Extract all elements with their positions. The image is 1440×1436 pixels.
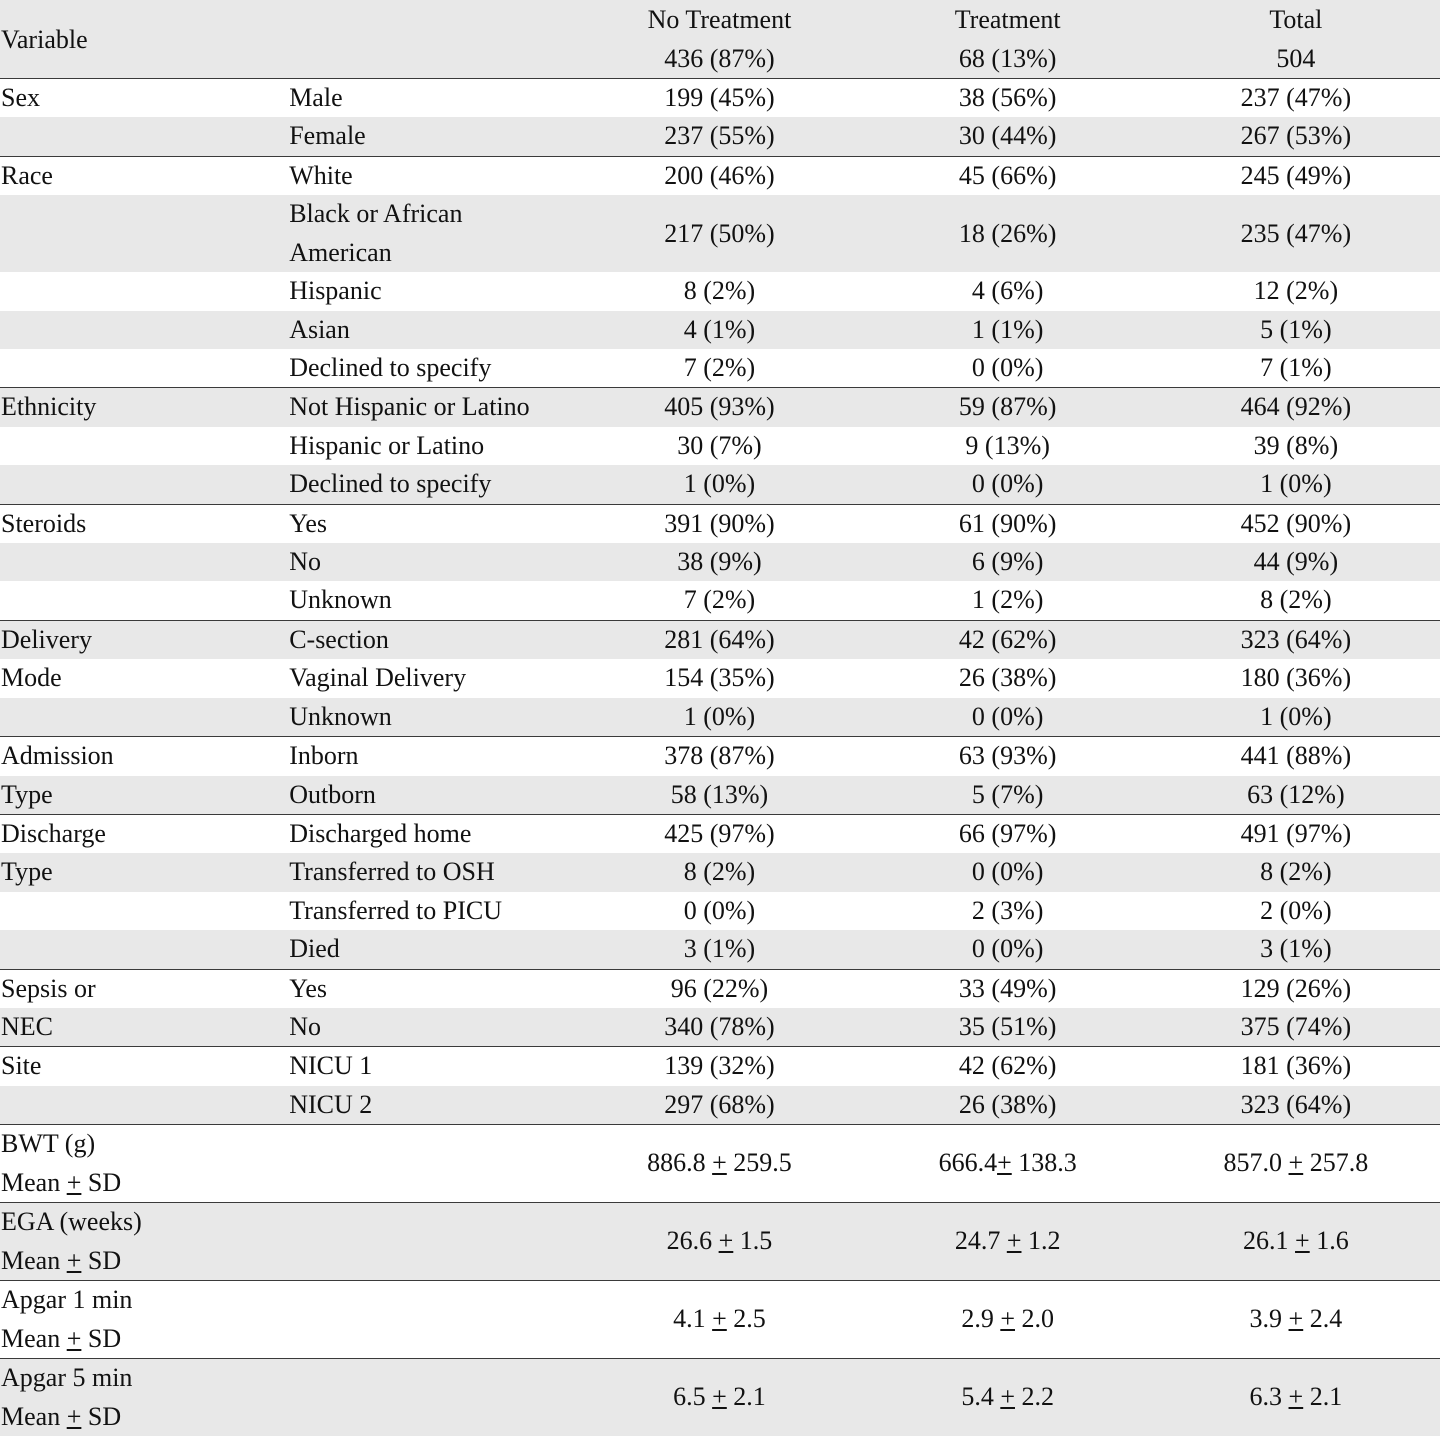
header-variable: Variable xyxy=(0,0,288,79)
cell-line: EGA (weeks) xyxy=(1,1207,142,1237)
treatment-cell: 0 (0%) xyxy=(864,853,1152,891)
no-treatment-cell: 217 (50%) xyxy=(575,195,863,272)
category-cell: Female xyxy=(288,117,575,156)
total-cell: 8 (2%) xyxy=(1260,585,1332,615)
plus-minus-sign: + xyxy=(1000,1382,1015,1412)
category-cell: Declined to specify xyxy=(289,353,492,383)
table-row xyxy=(0,504,1440,543)
treatment-cell: 0 (0%) xyxy=(864,930,1152,969)
variable-cell xyxy=(0,543,288,581)
plus-minus-sign: + xyxy=(997,1148,1012,1178)
variable-cell: Site xyxy=(0,1047,288,1086)
variable-cell xyxy=(0,698,288,737)
no-treatment-cell: 340 (78%) xyxy=(575,1008,863,1047)
variable-cell xyxy=(0,465,288,504)
plus-minus-sign: + xyxy=(1295,1226,1310,1256)
table-row xyxy=(0,776,1440,815)
total-cell: 441 (88%) xyxy=(1152,737,1440,776)
treatment-cell: 26 (38%) xyxy=(958,663,1057,693)
treatment-cell: 38 (56%) xyxy=(864,79,1152,118)
category-cell: Unknown xyxy=(288,698,575,737)
cell-line: Mean + SD xyxy=(1,1167,122,1197)
variable-cell xyxy=(0,349,288,388)
total-cell: 12 (2%) xyxy=(1253,276,1339,306)
variable-cell xyxy=(0,1086,288,1125)
category-cell: Outborn xyxy=(288,776,575,815)
treatment-cell: 6 (9%) xyxy=(864,543,1152,581)
treatment-cell: 2 (3%) xyxy=(971,895,1044,925)
no-treatment-cell: 200 (46%) xyxy=(575,156,863,195)
treatment-cell: 30 (44%) xyxy=(864,117,1152,156)
treatment-cell: 33 (49%) xyxy=(864,969,1152,1008)
no-treatment-cell: 4 (1%) xyxy=(575,311,863,349)
no-treatment-cell: 7 (2%) xyxy=(683,585,756,615)
category-cell: Vaginal Delivery xyxy=(289,663,467,693)
variable-cell: Type xyxy=(0,776,288,815)
table-row xyxy=(0,698,1440,737)
cell-line: Mean + SD xyxy=(1,1401,122,1431)
header-category xyxy=(288,0,575,79)
category-cell: Yes xyxy=(288,969,575,1008)
total-cell: 491 (97%) xyxy=(1152,814,1440,853)
variable-cell: Type xyxy=(0,853,288,891)
treatment-cell: 42 (62%) xyxy=(864,620,1152,659)
total-cell: 245 (49%) xyxy=(1152,156,1440,195)
treatment-cell: 24.7 + 1.2 xyxy=(864,1203,1152,1281)
variable-cell xyxy=(0,311,288,349)
category-cell: No xyxy=(288,543,575,581)
plus-minus-sign: + xyxy=(1000,1304,1015,1334)
treatment-cell: 0 (0%) xyxy=(971,353,1044,383)
treatment-cell: 1 (2%) xyxy=(971,585,1044,615)
table-row xyxy=(0,543,1440,581)
variable-cell xyxy=(0,1281,288,1359)
total-cell: 267 (53%) xyxy=(1152,117,1440,156)
treatment-cell: 2.9 + 2.0 xyxy=(864,1281,1152,1359)
total-cell: 323 (64%) xyxy=(1152,620,1440,659)
treatment-cell: 4 (6%) xyxy=(971,276,1044,306)
variable-cell: Race xyxy=(0,156,288,195)
plus-minus-sign: + xyxy=(712,1148,727,1178)
no-treatment-cell: 38 (9%) xyxy=(575,543,863,581)
treatment-cell: 9 (13%) xyxy=(965,430,1050,460)
category-cell xyxy=(288,195,575,272)
total-cell: 452 (90%) xyxy=(1152,504,1440,543)
variable-cell: Steroids xyxy=(0,504,288,543)
variable-cell xyxy=(0,892,288,930)
header-treatment: Treatment xyxy=(864,0,1152,40)
table-row xyxy=(0,427,1440,465)
total-cell: 375 (74%) xyxy=(1152,1008,1440,1047)
plus-minus-sign: + xyxy=(1288,1382,1304,1412)
no-treatment-cell: 425 (97%) xyxy=(575,814,863,853)
variable-cell: Sepsis or xyxy=(0,969,288,1008)
variable-cell xyxy=(0,427,288,465)
variable-cell xyxy=(0,272,288,310)
category-cell: White xyxy=(288,156,575,195)
category-cell: Asian xyxy=(288,311,575,349)
total-cell: 1 (0%) xyxy=(1152,698,1440,737)
no-treatment-cell: 0 (0%) xyxy=(683,895,756,925)
table-row xyxy=(0,892,1440,930)
plus-minus-sign: + xyxy=(712,1304,727,1334)
no-treatment-cell: 4.1 + 2.5 xyxy=(575,1281,863,1359)
treatment-cell: 45 (66%) xyxy=(864,156,1152,195)
treatment-cell: 35 (51%) xyxy=(864,1008,1152,1047)
total-cell: 237 (47%) xyxy=(1152,79,1440,118)
treatment-cell: 1 (1%) xyxy=(864,311,1152,349)
no-treatment-cell: 1 (0%) xyxy=(575,465,863,504)
variable-cell: Delivery xyxy=(0,620,288,659)
total-cell: 8 (2%) xyxy=(1152,853,1440,891)
no-treatment-cell: 30 (7%) xyxy=(677,430,762,460)
total-cell: 464 (92%) xyxy=(1152,388,1440,427)
category-cell xyxy=(288,1125,575,1203)
total-cell: 63 (12%) xyxy=(1152,776,1440,815)
table-row xyxy=(0,1086,1440,1125)
no-treatment-cell: 378 (87%) xyxy=(575,737,863,776)
cell-line: Apgar 1 min xyxy=(1,1285,133,1315)
treatment-cell: 666.4+ 138.3 xyxy=(864,1125,1152,1203)
no-treatment-cell: 886.8 + 259.5 xyxy=(575,1125,863,1203)
category-cell: Hispanic xyxy=(289,276,382,306)
table-row xyxy=(0,1008,1440,1047)
no-treatment-cell: 26.6 + 1.5 xyxy=(575,1203,863,1281)
header-treatment-n: 68 (13%) xyxy=(864,40,1152,79)
treatment-cell: 63 (93%) xyxy=(864,737,1152,776)
table-row xyxy=(0,349,1440,388)
category-cell: Declined to specify xyxy=(288,465,575,504)
table-row xyxy=(0,620,1440,659)
treatment-cell: 5 (7%) xyxy=(864,776,1152,815)
table-row xyxy=(0,581,1440,620)
no-treatment-cell: 139 (32%) xyxy=(575,1047,863,1086)
total-cell: 6.3 + 2.1 xyxy=(1152,1359,1440,1436)
category-cell: Unknown xyxy=(289,585,392,615)
table-row xyxy=(0,195,1440,272)
treatment-cell: 59 (87%) xyxy=(864,388,1152,427)
total-cell: 235 (47%) xyxy=(1152,195,1440,272)
table-row xyxy=(0,659,1440,697)
variable-cell xyxy=(0,930,288,969)
table-row xyxy=(0,1047,1440,1086)
total-cell: 39 (8%) xyxy=(1253,430,1339,460)
variable-cell: Ethnicity xyxy=(0,388,288,427)
total-cell: 7 (1%) xyxy=(1260,353,1332,383)
total-cell: 857.0 + 257.8 xyxy=(1152,1125,1440,1203)
table-row xyxy=(0,814,1440,853)
treatment-cell: 18 (26%) xyxy=(864,195,1152,272)
table-row xyxy=(0,969,1440,1008)
variable-cell xyxy=(0,1359,288,1436)
header-no-treatment: No Treatment xyxy=(575,0,863,40)
category-cell xyxy=(288,1359,575,1436)
category-cell: Not Hispanic or Latino xyxy=(288,388,575,427)
treatment-cell: 0 (0%) xyxy=(864,698,1152,737)
total-cell: 181 (36%) xyxy=(1152,1047,1440,1086)
total-cell: 2 (0%) xyxy=(1260,895,1332,925)
table-row xyxy=(0,311,1440,349)
category-cell: Hispanic or Latino xyxy=(289,430,485,460)
plus-minus-sign: + xyxy=(1006,1226,1022,1256)
table-row xyxy=(0,737,1440,776)
table-row xyxy=(0,1281,1440,1359)
total-cell: 1 (0%) xyxy=(1152,465,1440,504)
header-no-treatment-n: 436 (87%) xyxy=(575,40,863,79)
total-cell: 5 (1%) xyxy=(1152,311,1440,349)
no-treatment-cell: 7 (2%) xyxy=(683,353,756,383)
variable-cell: Admission xyxy=(0,737,288,776)
plus-minus-sign: + xyxy=(1288,1304,1304,1334)
treatment-cell: 5.4 + 2.2 xyxy=(864,1359,1152,1436)
no-treatment-cell: 237 (55%) xyxy=(575,117,863,156)
total-cell: 129 (26%) xyxy=(1152,969,1440,1008)
plus-minus-sign: + xyxy=(66,1245,82,1275)
category-cell: NICU 1 xyxy=(288,1047,575,1086)
treatment-cell: 26 (38%) xyxy=(864,1086,1152,1125)
cell-line: BWT (g) xyxy=(1,1129,96,1159)
treatment-cell: 42 (62%) xyxy=(864,1047,1152,1086)
variable-cell: Mode xyxy=(1,663,62,693)
total-cell: 3.9 + 2.4 xyxy=(1152,1281,1440,1359)
table-row xyxy=(0,117,1440,156)
no-treatment-cell: 154 (35%) xyxy=(664,663,775,693)
category-cell xyxy=(288,1203,575,1281)
no-treatment-cell: 6.5 + 2.1 xyxy=(575,1359,863,1436)
table-row xyxy=(0,272,1440,310)
total-cell: 323 (64%) xyxy=(1152,1086,1440,1125)
table-row xyxy=(0,465,1440,504)
table-row xyxy=(0,156,1440,195)
no-treatment-cell: 8 (2%) xyxy=(575,853,863,891)
no-treatment-cell: 1 (0%) xyxy=(575,698,863,737)
treatment-cell: 0 (0%) xyxy=(864,465,1152,504)
treatment-cell: 61 (90%) xyxy=(864,504,1152,543)
cell-line: American xyxy=(289,237,392,267)
category-cell: No xyxy=(288,1008,575,1047)
table-row xyxy=(0,79,1440,118)
no-treatment-cell: 405 (93%) xyxy=(575,388,863,427)
total-cell: 44 (9%) xyxy=(1152,543,1440,581)
category-cell: Transferred to PICU xyxy=(289,895,502,925)
variable-cell xyxy=(0,581,288,620)
no-treatment-cell: 199 (45%) xyxy=(575,79,863,118)
category-cell xyxy=(288,1281,575,1359)
category-cell: Discharged home xyxy=(288,814,575,853)
cell-line: Mean + SD xyxy=(1,1323,122,1353)
cell-line: Apgar 5 min xyxy=(1,1363,133,1393)
variable-cell: NEC xyxy=(0,1008,288,1047)
category-cell: Transferred to OSH xyxy=(288,853,575,891)
table-row xyxy=(0,1125,1440,1203)
plus-minus-sign: + xyxy=(712,1382,727,1412)
no-treatment-cell: 297 (68%) xyxy=(575,1086,863,1125)
plus-minus-sign: + xyxy=(66,1323,82,1353)
category-cell: Inborn xyxy=(288,737,575,776)
header-total: Total xyxy=(1152,0,1440,40)
variable-cell xyxy=(0,117,288,156)
variable-cell xyxy=(0,1125,288,1203)
no-treatment-cell: 58 (13%) xyxy=(575,776,863,815)
no-treatment-cell: 3 (1%) xyxy=(575,930,863,969)
plus-minus-sign: + xyxy=(66,1167,82,1197)
total-cell: 26.1 + 1.6 xyxy=(1152,1203,1440,1281)
variable-cell xyxy=(0,1203,288,1281)
total-cell: 3 (1%) xyxy=(1152,930,1440,969)
category-cell: Male xyxy=(288,79,575,118)
category-cell: C-section xyxy=(288,620,575,659)
table-row xyxy=(0,1359,1440,1436)
total-cell: 180 (36%) xyxy=(1240,663,1352,693)
header-row xyxy=(0,0,1440,40)
header-total-n: 504 xyxy=(1152,40,1440,79)
plus-minus-sign: + xyxy=(1288,1148,1304,1178)
table-row xyxy=(0,930,1440,969)
category-cell: NICU 2 xyxy=(288,1086,575,1125)
no-treatment-cell: 281 (64%) xyxy=(575,620,863,659)
plus-minus-sign: + xyxy=(66,1401,82,1431)
no-treatment-cell: 8 (2%) xyxy=(683,276,756,306)
category-cell: Died xyxy=(288,930,575,969)
plus-minus-sign: + xyxy=(718,1226,734,1256)
cell-line: Mean + SD xyxy=(1,1245,122,1275)
no-treatment-cell: 391 (90%) xyxy=(575,504,863,543)
table-row xyxy=(0,388,1440,427)
table-row xyxy=(0,853,1440,891)
category-cell: Yes xyxy=(288,504,575,543)
variable-cell: Discharge xyxy=(0,814,288,853)
treatment-cell: 66 (97%) xyxy=(864,814,1152,853)
variable-cell xyxy=(0,195,288,272)
no-treatment-cell: 96 (22%) xyxy=(575,969,863,1008)
table-row xyxy=(0,1203,1440,1281)
cell-line: Black or African xyxy=(289,199,463,229)
variable-cell: Sex xyxy=(0,79,288,118)
